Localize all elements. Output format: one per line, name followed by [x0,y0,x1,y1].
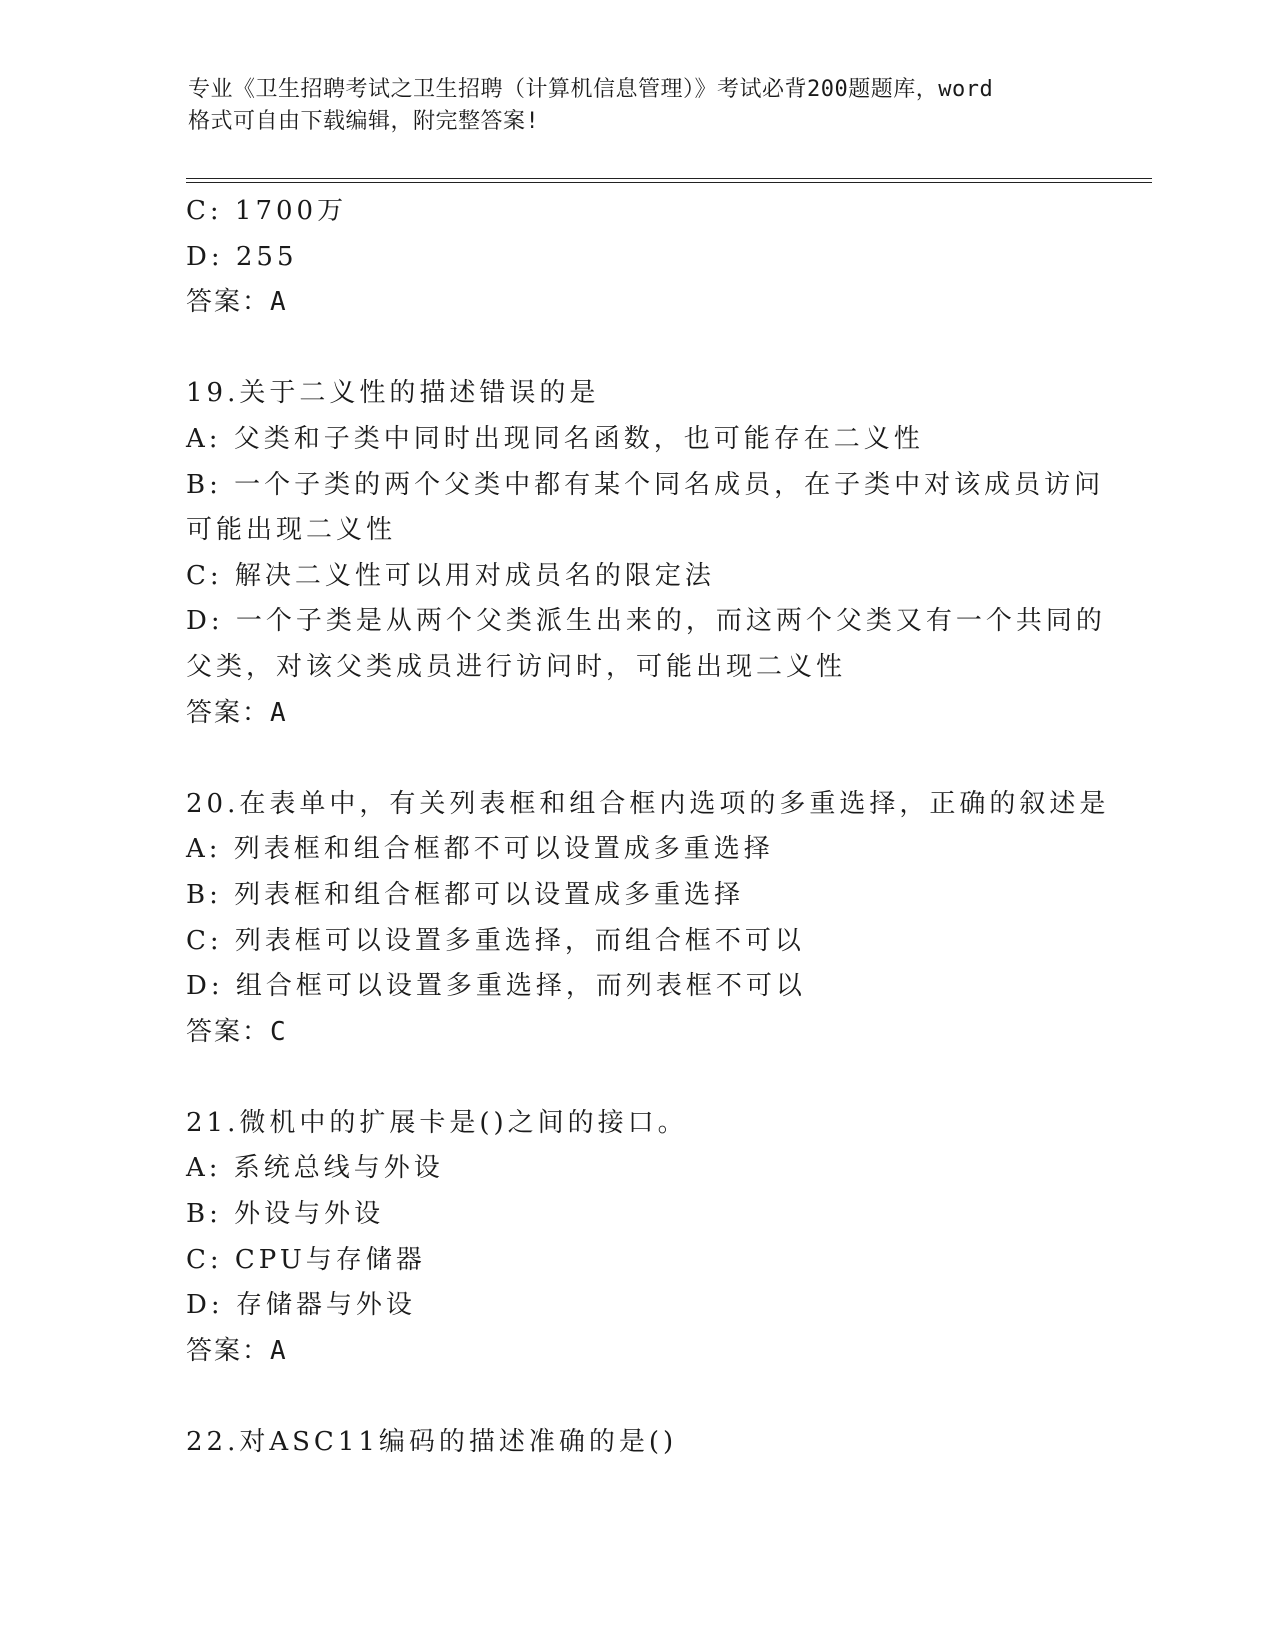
answer-value: A [270,697,288,728]
option-line: B: 一个子类的两个父类中都有某个同名成员，在子类中对该成员访问 [186,469,1105,500]
answer-value: A [270,1335,288,1366]
answer-line [186,280,1086,326]
question-stem: 21.微机中的扩展卡是()之间的接口。 [186,1107,688,1138]
question-19 [186,371,1106,736]
option-line: 父类，对该父类成员进行访问时，可能出现二义性 [186,651,847,682]
answer-label: 答案： [186,1016,271,1047]
option-line: C: 解决二义性可以用对成员名的限定法 [186,560,715,591]
answer-label: 答案： [186,697,271,728]
spacer [186,1055,1086,1101]
answer-line [186,1329,1086,1375]
answer-line [186,1010,1086,1056]
option-line: C: 1700万 [186,196,348,226]
header-title-line-1: 专业《卫生招聘考试之卫生招聘（计算机信息管理）》考试必背200题题库，word [188,77,994,102]
question-22 [186,1420,1086,1466]
option-line: C: 列表框可以设置多重选择，而组合框不可以 [186,925,805,956]
question-stem: 19.关于二义性的描述错误的是 [186,378,600,409]
header-divider [186,178,1152,183]
option-line: B: 外设与外设 [186,1199,385,1230]
option-line: A: 父类和子类中同时出现同名函数，也可能存在二义性 [186,423,924,454]
option-line: A: 系统总线与外设 [186,1153,444,1184]
question-18-tail [186,189,1086,326]
question-20 [186,782,1110,1056]
spacer [186,736,1086,782]
spacer [186,326,1086,372]
answer-label: 答案： [186,1335,271,1366]
option-line: B: 列表框和组合框都可以设置成多重选择 [186,879,745,910]
answer-label: 答案： [186,287,271,318]
question-stem: 20.在表单中，有关列表框和组合框内选项的多重选择，正确的叙述是 [186,788,1110,819]
option-line: D: 一个子类是从两个父类派生出来的，而这两个父类又有一个共同的 [186,606,1106,637]
answer-value: C [270,1016,288,1047]
question-21 [186,1101,1086,1375]
document-header [188,74,1088,138]
question-stem: 22.对ASC11编码的描述准确的是() [186,1427,678,1458]
option-line: D: 255 [186,241,298,272]
spacer [186,1374,1086,1420]
answer-value: A [270,287,288,318]
answer-line [186,691,1086,737]
option-line: 可能出现二义性 [186,515,397,546]
header-title-line-2: 格式可自由下载编辑，附完整答案! [188,109,540,134]
option-line: A: 列表框和组合框都不可以设置成多重选择 [186,834,774,865]
question-list [186,189,1110,1466]
option-line: D: 组合框可以设置多重选择，而列表框不可以 [186,971,806,1002]
option-line: D: 存储器与外设 [186,1290,416,1321]
option-line: C: CPU与存储器 [186,1244,426,1275]
